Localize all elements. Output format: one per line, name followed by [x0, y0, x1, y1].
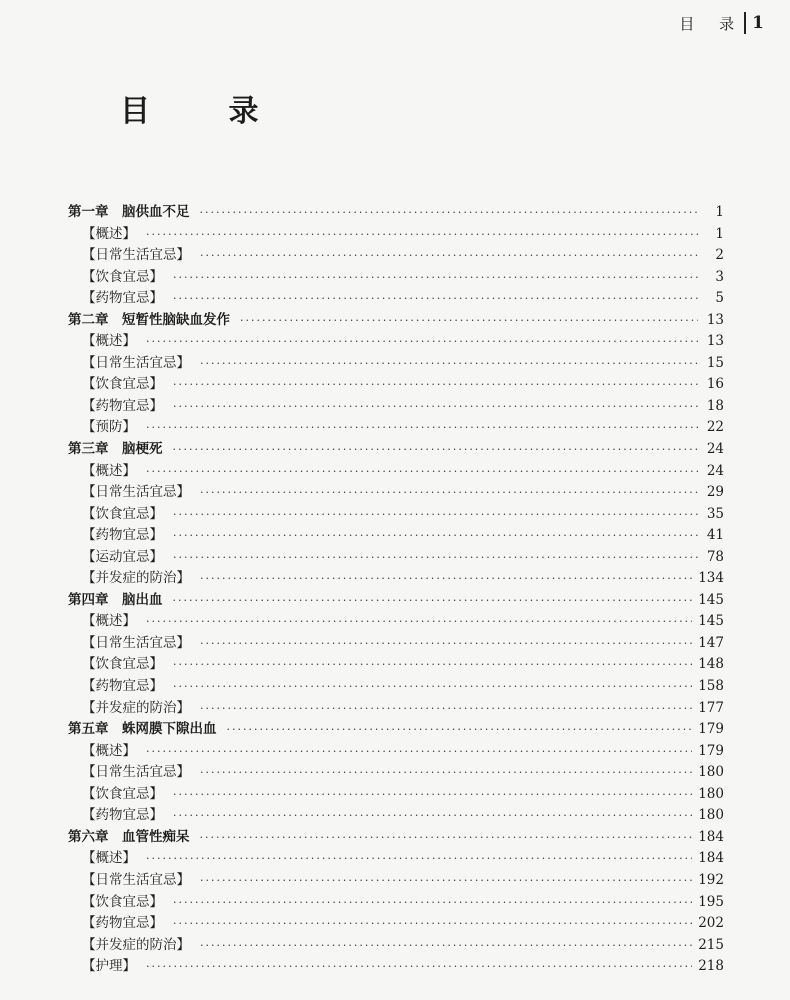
toc-entry-page-number: 3 — [715, 268, 724, 285]
toc-entry-label: 【药物宜忌】 — [82, 397, 163, 414]
toc-section-entry[interactable] — [68, 525, 724, 547]
toc-leader-dots — [173, 805, 692, 827]
toc-leader-dots — [200, 482, 698, 504]
toc-entry-label: 第一章 脑供血不足 — [68, 204, 190, 220]
toc-leader-dots — [173, 504, 698, 526]
toc-section-entry[interactable] — [68, 611, 724, 633]
toc-leader-dots — [200, 698, 692, 720]
toc-leader-dots — [146, 611, 692, 633]
toc-leader-dots — [146, 461, 698, 483]
toc-entry-label: 【概述】 — [82, 742, 136, 759]
toc-leader-dots — [146, 848, 692, 870]
toc-section-entry[interactable] — [68, 762, 724, 784]
toc-entry-label: 【饮食宜忌】 — [82, 785, 163, 802]
toc-entry-label: 【日常生活宜忌】 — [82, 871, 190, 888]
toc-entry-label: 第二章 短暂性脑缺血发作 — [68, 311, 230, 328]
toc-chapter-entry[interactable] — [68, 310, 724, 332]
toc-entry-label: 【饮食宜忌】 — [82, 656, 163, 673]
toc-leader-dots — [200, 827, 693, 849]
toc-leader-dots — [146, 956, 692, 978]
toc-entry-page-number: 78 — [706, 548, 724, 565]
toc-section-entry[interactable] — [68, 353, 724, 375]
toc-entry-label: 【饮食宜忌】 — [82, 505, 163, 522]
toc-entry-page-number: 192 — [698, 871, 724, 888]
toc-entry-page-number: 16 — [706, 376, 724, 393]
toc-entry-page-number: 180 — [698, 807, 724, 824]
toc-section-entry[interactable] — [68, 913, 724, 935]
toc-entry-label: 【概述】 — [82, 333, 136, 350]
toc-entry-page-number: 145 — [698, 613, 724, 630]
toc-section-entry[interactable] — [68, 331, 724, 353]
toc-leader-dots — [173, 676, 692, 698]
toc-section-entry[interactable] — [68, 956, 724, 978]
toc-entry-label: 【日常生活宜忌】 — [82, 354, 190, 371]
toc-leader-dots — [200, 202, 699, 224]
toc-leader-dots — [146, 331, 698, 353]
toc-leader-dots — [227, 719, 693, 741]
toc-entry-page-number: 22 — [706, 419, 724, 436]
toc-entry-page-number: 184 — [698, 850, 724, 867]
toc-entry-label: 第五章 蛛网膜下隙出血 — [68, 721, 217, 738]
toc-entry-label: 【日常生活宜忌】 — [82, 634, 190, 651]
toc-section-entry[interactable] — [68, 504, 724, 526]
toc-leader-dots — [173, 267, 698, 289]
toc-leader-dots — [173, 590, 693, 612]
toc-entry-page-number: 184 — [698, 828, 724, 845]
toc-chapter-entry[interactable] — [68, 439, 724, 461]
toc-entry-label: 【并发症的防治】 — [82, 570, 190, 587]
toc-leader-dots — [173, 288, 698, 310]
toc-section-entry[interactable] — [68, 892, 724, 914]
toc-entry-label: 【药物宜忌】 — [82, 678, 163, 695]
toc-section-entry[interactable] — [68, 741, 724, 763]
toc-entry-label: 【饮食宜忌】 — [82, 893, 163, 910]
toc-entry-page-number: 1 — [715, 225, 724, 242]
toc-section-entry[interactable] — [68, 482, 724, 504]
toc-section-entry[interactable] — [68, 784, 724, 806]
toc-entry-page-number: 195 — [698, 893, 724, 910]
toc-entry-page-number: 179 — [698, 742, 724, 759]
toc-leader-dots — [200, 245, 698, 267]
toc-entry-page-number: 218 — [698, 958, 724, 975]
toc-entry-label: 第四章 脑出血 — [68, 591, 163, 608]
toc-leader-dots — [200, 568, 692, 590]
table-of-contents — [68, 202, 724, 978]
toc-entry-page-number: 5 — [715, 290, 724, 307]
toc-chapter-entry[interactable] — [68, 202, 724, 224]
toc-entry-label: 【概述】 — [82, 225, 136, 242]
toc-section-entry[interactable] — [68, 870, 724, 892]
toc-entry-page-number: 158 — [698, 678, 724, 695]
toc-chapter-entry[interactable] — [68, 590, 724, 612]
toc-leader-dots — [173, 892, 692, 914]
toc-entry-label: 【药物宜忌】 — [82, 290, 163, 307]
toc-section-entry[interactable] — [68, 224, 724, 246]
toc-entry-label: 【药物宜忌】 — [82, 527, 163, 544]
toc-entry-label: 第三章 脑梗死 — [68, 441, 163, 458]
toc-entry-page-number: 29 — [706, 484, 724, 501]
running-head-title: 目 录 — [679, 14, 745, 33]
toc-section-entry[interactable] — [68, 267, 724, 289]
toc-entry-page-number: 18 — [706, 397, 724, 414]
toc-leader-dots — [173, 654, 692, 676]
toc-section-entry[interactable] — [68, 633, 724, 655]
toc-section-entry[interactable] — [68, 805, 724, 827]
running-head — [679, 12, 764, 34]
toc-chapter-entry[interactable] — [68, 719, 724, 741]
toc-entry-page-number: 179 — [698, 721, 724, 738]
toc-leader-dots — [146, 224, 698, 246]
toc-leader-dots — [200, 353, 698, 375]
page-title: 目 录 — [120, 94, 293, 129]
toc-entry-label: 【概述】 — [82, 850, 136, 867]
toc-section-entry[interactable] — [68, 396, 724, 418]
toc-entry-page-number: 215 — [698, 936, 724, 953]
toc-entry-page-number: 41 — [706, 527, 724, 544]
toc-entry-label: 【饮食宜忌】 — [82, 268, 163, 285]
toc-entry-label: 【运动宜忌】 — [82, 548, 163, 565]
toc-leader-dots — [200, 870, 692, 892]
toc-section-entry[interactable] — [68, 374, 724, 396]
toc-entry-label: 【概述】 — [82, 613, 136, 630]
toc-entry-label: 【日常生活宜忌】 — [82, 484, 190, 501]
toc-entry-label: 【日常生活宜忌】 — [82, 764, 190, 781]
toc-leader-dots — [240, 310, 698, 332]
toc-section-entry[interactable] — [68, 245, 724, 267]
toc-entry-page-number: 15 — [706, 354, 724, 371]
toc-entry-page-number: 145 — [698, 591, 724, 608]
toc-entry-page-number: 1 — [715, 204, 724, 220]
toc-leader-dots — [173, 439, 699, 461]
toc-entry-page-number: 147 — [698, 634, 724, 651]
toc-entry-page-number: 2 — [715, 247, 724, 264]
toc-section-entry[interactable] — [68, 676, 724, 698]
toc-entry-label: 第六章 血管性痴呆 — [68, 828, 190, 845]
toc-section-entry[interactable] — [68, 935, 724, 957]
running-head-page-number: 1 — [752, 13, 764, 33]
toc-section-entry[interactable] — [68, 654, 724, 676]
toc-section-entry[interactable] — [68, 288, 724, 310]
toc-entry-page-number: 180 — [698, 764, 724, 781]
toc-entry-page-number: 24 — [706, 441, 724, 458]
toc-leader-dots — [200, 935, 692, 957]
running-head-separator — [744, 12, 746, 34]
toc-leader-dots — [173, 374, 698, 396]
toc-section-entry[interactable] — [68, 848, 724, 870]
toc-entry-label: 【药物宜忌】 — [82, 915, 163, 932]
toc-entry-label: 【并发症的防治】 — [82, 699, 190, 716]
toc-entry-page-number: 13 — [706, 311, 724, 328]
toc-entry-label: 【预防】 — [82, 419, 136, 436]
toc-entry-page-number: 35 — [706, 505, 724, 522]
toc-entry-label: 【药物宜忌】 — [82, 807, 163, 824]
toc-entry-page-number: 148 — [698, 656, 724, 673]
toc-section-entry[interactable] — [68, 461, 724, 483]
toc-entry-page-number: 177 — [698, 699, 724, 716]
toc-leader-dots — [146, 417, 698, 439]
toc-section-entry[interactable] — [68, 417, 724, 439]
toc-leader-dots — [173, 396, 698, 418]
toc-section-entry[interactable] — [68, 568, 724, 590]
toc-entry-page-number: 134 — [698, 570, 724, 587]
toc-chapter-entry[interactable] — [68, 827, 724, 849]
toc-entry-label: 【概述】 — [82, 462, 136, 479]
toc-leader-dots — [200, 633, 692, 655]
toc-section-entry[interactable] — [68, 547, 724, 569]
toc-entry-label: 【护理】 — [82, 958, 136, 975]
toc-leader-dots — [173, 784, 692, 806]
toc-entry-page-number: 202 — [698, 915, 724, 932]
toc-leader-dots — [173, 525, 698, 547]
toc-leader-dots — [200, 762, 692, 784]
toc-entry-page-number: 24 — [706, 462, 724, 479]
toc-leader-dots — [173, 913, 692, 935]
toc-entry-label: 【并发症的防治】 — [82, 936, 190, 953]
toc-entry-page-number: 13 — [706, 333, 724, 350]
toc-section-entry[interactable] — [68, 698, 724, 720]
toc-entry-label: 【饮食宜忌】 — [82, 376, 163, 393]
toc-entry-page-number: 180 — [698, 785, 724, 802]
toc-leader-dots — [146, 741, 692, 763]
toc-entry-label: 【日常生活宜忌】 — [82, 247, 190, 264]
toc-leader-dots — [173, 547, 698, 569]
